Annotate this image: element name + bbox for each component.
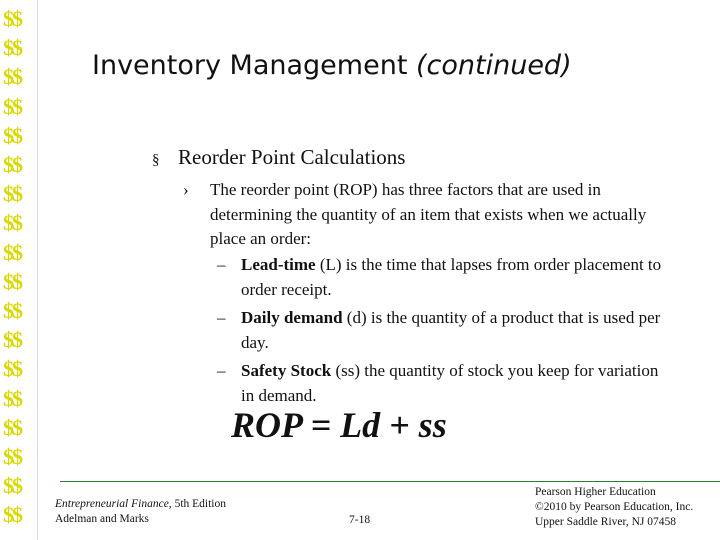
item-term: Safety Stock: [241, 361, 332, 380]
dollar-sign-icon: $$: [3, 385, 21, 411]
dollar-sign-icon: $$: [3, 444, 21, 469]
item-desc-cont: in demand.: [241, 385, 317, 405]
page-number: 7-18: [349, 514, 371, 526]
publisher-name: Pearson Higher Education: [535, 486, 656, 498]
square-bullet-icon: §: [152, 152, 160, 168]
dollar-sign-icon: $$: [3, 122, 21, 148]
dollar-sign-icon: $$: [3, 414, 21, 440]
item-term: Daily demand: [241, 308, 343, 327]
dollar-sign-icon: $$: [3, 210, 21, 236]
slide-title: [92, 50, 572, 81]
title-continued: (continued): [416, 50, 572, 81]
item-desc-cont: order receipt.: [241, 279, 332, 299]
dollar-sign-icon: $$: [3, 239, 21, 265]
book-authors: Adelman and Marks: [55, 513, 149, 525]
dollar-sign-icon: $$: [3, 93, 21, 119]
publisher-address: Upper Saddle River, NJ 07458: [535, 516, 677, 528]
chevron-bullet-icon: ›: [183, 180, 189, 199]
book-edition: 5th Edition: [171, 498, 226, 510]
dollar-sign-icon: $$: [3, 473, 21, 499]
item-desc: (ss) the quantity of stock you keep for variation: [331, 361, 659, 380]
dollar-sign-icon: $$: [3, 502, 21, 528]
dash-bullet: –: [217, 308, 226, 327]
dollar-sign-icon: $$: [3, 152, 21, 177]
dollar-sign-icon: $$: [3, 327, 21, 353]
dollar-sign-icon: $$: [3, 35, 21, 61]
item-desc-cont: day.: [241, 332, 269, 352]
sub-bullet-line: The reorder point (ROP) has three factors that are used in: [210, 180, 601, 199]
dollar-sign-icon: $$: [3, 268, 21, 294]
dollar-sign-icon: $$: [3, 356, 21, 382]
dash-bullet: –: [217, 255, 226, 274]
sub-bullet-line: place an order:: [210, 229, 311, 248]
dash-bullet: –: [217, 361, 226, 380]
dollar-sign-icon: $$: [3, 181, 21, 207]
dollar-sign-icon: $$: [3, 298, 21, 323]
dollar-sign-icon: $$: [3, 64, 21, 90]
footer-publisher: [535, 485, 693, 530]
bullet-reorder-point: [152, 145, 405, 170]
title-main: Inventory Management: [92, 50, 408, 81]
bullet-text: Reorder Point Calculations: [178, 145, 406, 169]
item-desc: (L) is the time that lapses from order placement to: [315, 255, 662, 274]
book-title: Entrepreneurial Finance,: [55, 498, 172, 510]
item-term: Lead-time: [241, 255, 316, 274]
item-desc: (d) is the quantity of a product that is used per: [342, 308, 661, 327]
dollar-sign-sidebar: [0, 0, 38, 540]
copyright: ©2010 by Pearson Education, Inc.: [535, 501, 694, 513]
sub-bullet-line: determining the quantity of an item that exists when we actually: [210, 204, 647, 224]
rop-formula: ROP = Ld + ss: [231, 405, 447, 445]
footer-divider: [60, 481, 720, 482]
footer-book: [55, 497, 226, 527]
dollar-sign-icon: $$: [3, 6, 21, 31]
